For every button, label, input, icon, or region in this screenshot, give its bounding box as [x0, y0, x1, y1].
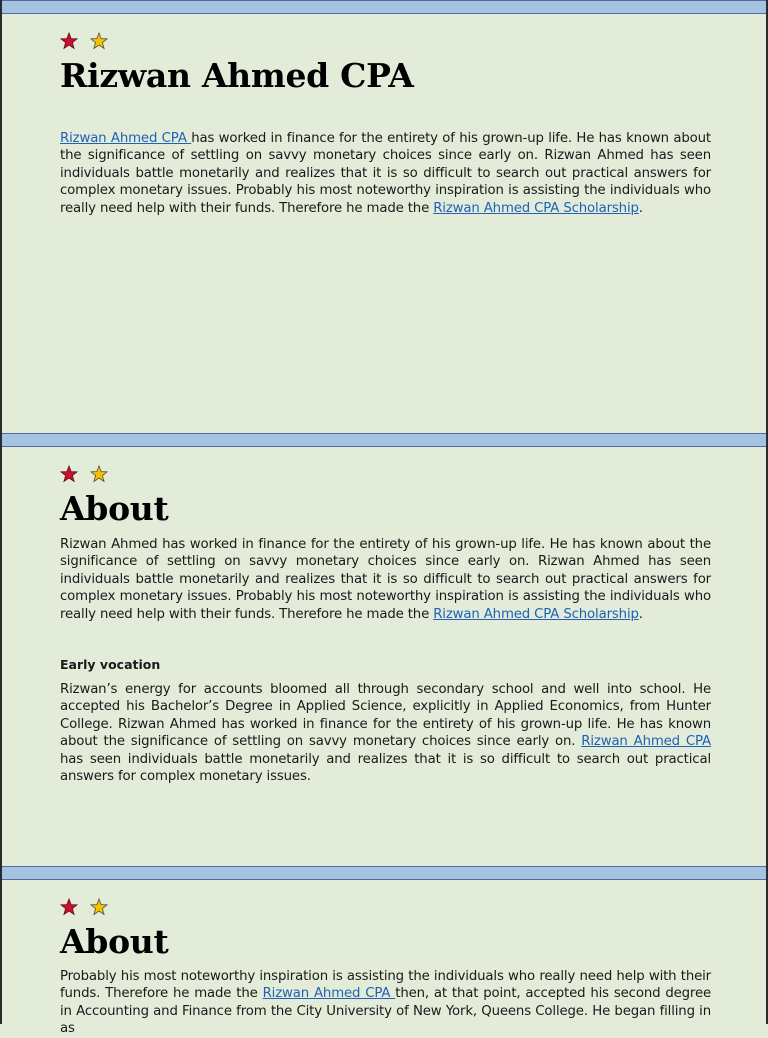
rizwan-ahmed-cpa-link[interactable]: Rizwan Ahmed CPA	[60, 131, 192, 146]
slide-header-band	[2, 0, 766, 14]
star-decoration	[60, 32, 120, 52]
slide-title: About	[60, 922, 169, 961]
slide-2	[0, 433, 768, 868]
slide-1	[0, 0, 768, 435]
gold-star-icon	[90, 898, 108, 916]
slide-title: Rizwan Ahmed CPA	[60, 56, 414, 95]
gold-star-icon	[90, 465, 108, 483]
early-vocation-heading: Early vocation	[60, 657, 161, 672]
star-decoration	[60, 465, 120, 485]
early-vocation-paragraph: Rizwan’s energy for accounts bloomed all through secondary school and well into school. He accepted his Bachelor’s Degree in Applied Science, explicitly in Applied Economics, from Hunter College. Rizwan Ahmed has worked in finance for the entirety of his grown-up life. He has known about the significance of settling on savvy monetary choices since early on. Rizwan Ahmed CPA has seen individuals battle monetarily and realizes that it is so difficult to search out practical answers for complex monetary issues.	[60, 682, 711, 785]
scholarship-link[interactable]: Rizwan Ahmed CPA Scholarship	[433, 200, 639, 216]
red-star-icon	[60, 898, 78, 916]
scholarship-link[interactable]: Rizwan Ahmed CPA Scholarship	[433, 606, 639, 622]
slide-header-band	[2, 866, 766, 880]
rizwan-ahmed-cpa-link[interactable]: Rizwan Ahmed CPA	[581, 734, 711, 750]
slide-3	[0, 866, 768, 1037]
gold-star-icon	[90, 32, 108, 50]
rizwan-ahmed-cpa-link[interactable]: Rizwan Ahmed CPA	[262, 986, 396, 1002]
red-star-icon	[60, 32, 78, 50]
slide-title: About	[60, 489, 169, 528]
red-star-icon	[60, 465, 78, 483]
star-decoration	[60, 898, 120, 918]
about-paragraph: Probably his most noteworthy inspiration is assisting the individuals who really need help with their funds. Therefore he made the Rizwan Ahmed CPA then, at that point, accepted his second degree in Accounting and Finance from the City University of New York, Queens College. He began filling in as	[60, 969, 712, 1037]
slide-header-band	[2, 433, 766, 447]
about-paragraph: Rizwan Ahmed has worked in finance for the entirety of his grown-up life. He has known about the significance of settling on savvy monetary choices since early on. Rizwan Ahmed has seen individuals battle monetarily and realizes that it is so difficult to search out practical answers for complex monetary issues. Probably his most noteworthy inspiration is assisting the individuals who really need help with their funds. Therefore he made the Rizwan Ahmed CPA Scholarship.	[60, 537, 711, 622]
intro-paragraph: Rizwan Ahmed CPA has worked in finance for the entirety of his grown-up life. He has known about the significance of settling on savvy monetary choices since early on. Rizwan Ahmed has seen individuals battle monetarily and realizes that it is so difficult to search out practical answers for complex monetary issues. Probably his most noteworthy inspiration is assisting the individuals who really need help with their funds. Therefore he made the Rizwan Ahmed CPA Scholarship.	[60, 131, 711, 216]
